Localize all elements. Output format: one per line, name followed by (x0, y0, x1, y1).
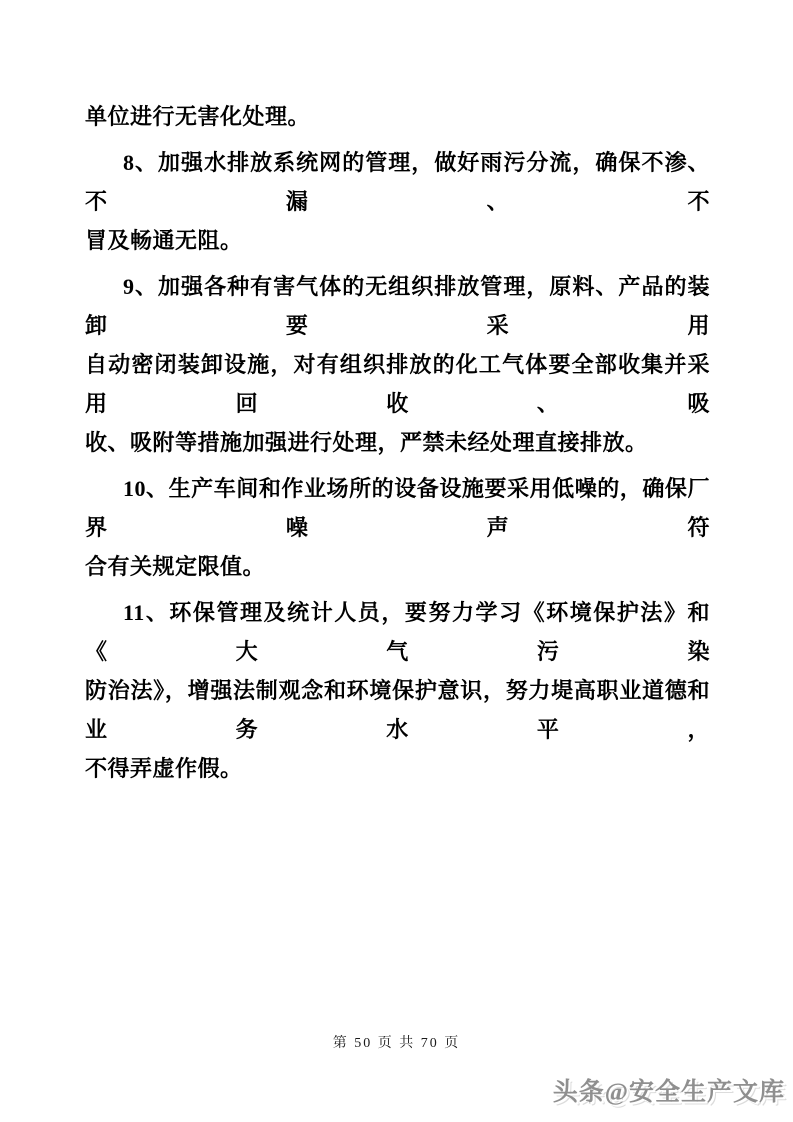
text-line: 冒及畅通无阻。 (85, 228, 243, 253)
text-line: 单位进行无害化处理。 (85, 104, 311, 129)
text-line: 合有关规定限值。 (85, 554, 266, 579)
text-line: 自动密闭装卸设施，对有组织排放的化工气体要全部收集并采用回收、吸 (85, 352, 710, 416)
paragraph (85, 143, 710, 260)
text-line: 11、环保管理及统计人员，要努力学习《环境保护法》和《大气污染 (85, 600, 710, 664)
text-line: 收、吸附等措施加强进行处理，严禁未经处理直接排放。 (85, 430, 648, 455)
paragraph (85, 267, 710, 462)
watermark: 头条@安全生产文库 (552, 1079, 785, 1106)
paragraph (85, 593, 710, 788)
paragraph (85, 469, 710, 586)
document-body (85, 97, 710, 795)
text-line: 10、生产车间和作业场所的设备设施要采用低噪的，确保厂界噪声符 (85, 476, 710, 540)
paragraph (85, 97, 710, 136)
text-line: 不得弄虚作假。 (85, 756, 243, 781)
page-number: 第 50 页 共 70 页 (332, 1036, 461, 1051)
text-line: 8、加强水排放系统网的管理，做好雨污分流，确保不渗、不漏、不 (85, 150, 710, 214)
page-footer (0, 1032, 793, 1052)
text-line: 防治法》，增强法制观念和环境保护意识，努力堤高职业道德和业务水平， (85, 678, 710, 742)
text-line: 9、加强各种有害气体的无组织排放管理，原料、产品的装卸要采用 (85, 274, 710, 338)
